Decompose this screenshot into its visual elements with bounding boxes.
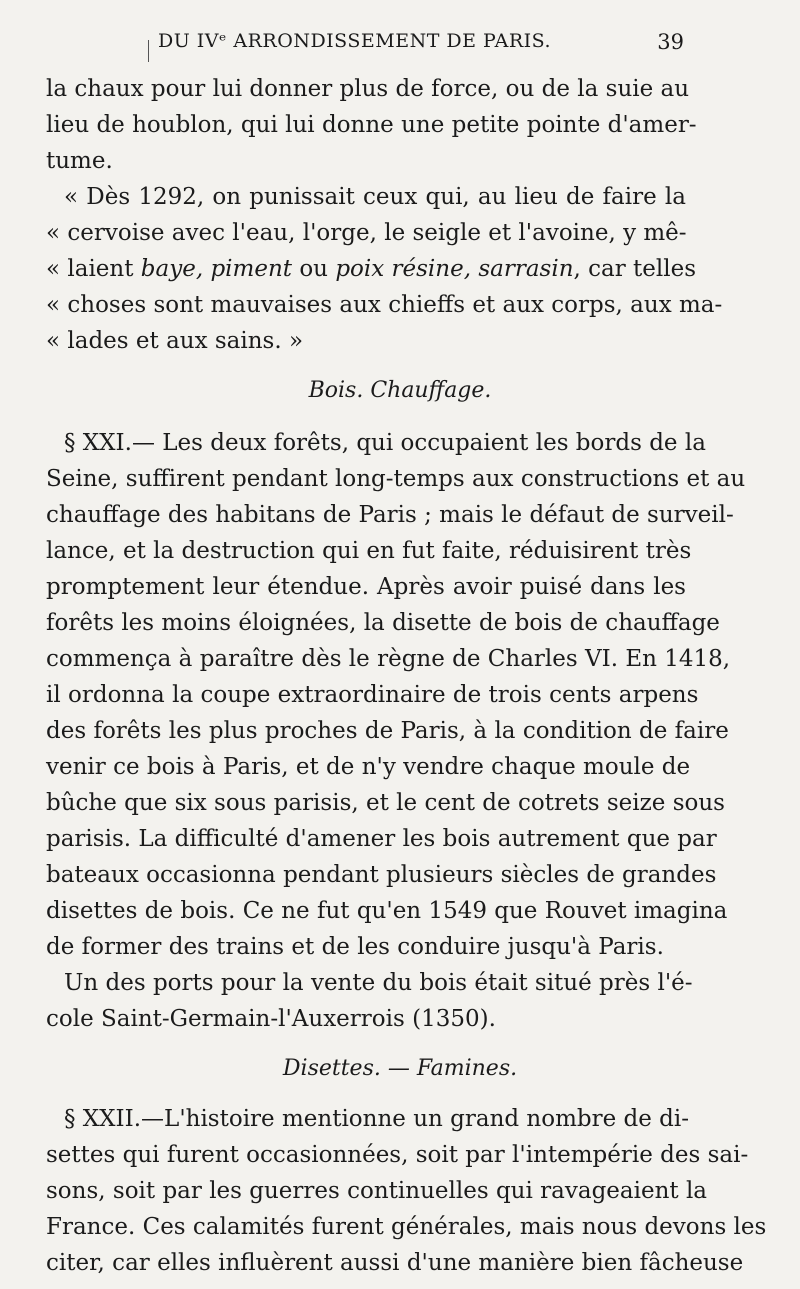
- header-rule: [148, 40, 149, 62]
- text-line: France. Ces calamités furent générales, mais nous devons les: [46, 1214, 767, 1240]
- text-line: « Dès 1292, on punissait ceux qui, au lieu de faire la: [64, 184, 686, 210]
- text-line: parisis. La difficulté d'amener les bois autrement que par: [46, 826, 717, 852]
- text-line: « lades et aux sains. »: [46, 328, 304, 354]
- text-line: § XXII.—L'histoire mentionne un grand nombre de di-: [64, 1106, 690, 1132]
- running-header: [0, 30, 800, 64]
- text-line: forêts les moins éloignées, la disette de bois de chauffage: [46, 610, 720, 636]
- text-line: bateaux occasionna pendant plusieurs siècles de grandes: [46, 862, 717, 888]
- text-line: tume.: [46, 148, 113, 174]
- section-heading: Bois. Chauffage.: [308, 378, 492, 403]
- text-line: cole Saint-Germain-l'Auxerrois (1350).: [46, 1006, 496, 1032]
- text-line: bûche que six sous parisis, et le cent de cotrets seize sous: [46, 790, 725, 816]
- section-heading: Disettes. — Famines.: [282, 1056, 518, 1081]
- text-line: disettes de bois. Ce ne fut qu'en 1549 que Rouvet imagina: [46, 898, 728, 924]
- text-line: Seine, suffirent pendant long-temps aux constructions et au: [46, 466, 746, 492]
- text-line: des forêts les plus proches de Paris, à la condition de faire: [46, 718, 729, 744]
- text-line: Un des ports pour la vente du bois était situé près l'é-: [64, 970, 693, 996]
- text-line: « choses sont mauvaises aux chieffs et aux corps, aux ma-: [46, 292, 723, 318]
- text-line: § XXI.— Les deux forêts, qui occupaient les bords de la: [64, 430, 706, 456]
- running-title: DU IVᵉ ARRONDISSEMENT DE PARIS.: [158, 30, 552, 52]
- text-line: de former des trains et de les conduire jusqu'à Paris.: [46, 934, 664, 960]
- text-line: la chaux pour lui donner plus de force, ou de la suie au: [46, 76, 690, 102]
- text-line: commença à paraître dès le règne de Charles VI. En 1418,: [46, 646, 731, 672]
- text-line: venir ce bois à Paris, et de n'y vendre chaque moule de: [46, 754, 691, 780]
- text-line: sons, soit par les guerres continuelles qui ravageaient la: [46, 1178, 708, 1204]
- text-line: chauffage des habitans de Paris ; mais le défaut de surveil-: [46, 502, 734, 528]
- text-line: settes qui furent occasionnées, soit par l'intempérie des sai-: [46, 1142, 749, 1168]
- text-line: promptement leur étendue. Après avoir puisé dans les: [46, 574, 686, 600]
- text-line: « cervoise avec l'eau, l'orge, le seigle et l'avoine, y mê-: [46, 220, 687, 246]
- text-line: « laient baye, piment ou poix résine, sarrasin, car telles: [46, 256, 697, 282]
- text-line: lieu de houblon, qui lui donne une petite pointe d'amer-: [46, 112, 697, 138]
- text-line: il ordonna la coupe extraordinaire de trois cents arpens: [46, 682, 699, 708]
- text-line: citer, car elles influèrent aussi d'une manière bien fâcheuse: [46, 1250, 744, 1276]
- page-number: 39: [657, 30, 684, 54]
- text-line: lance, et la destruction qui en fut faite, réduisirent très: [46, 538, 692, 564]
